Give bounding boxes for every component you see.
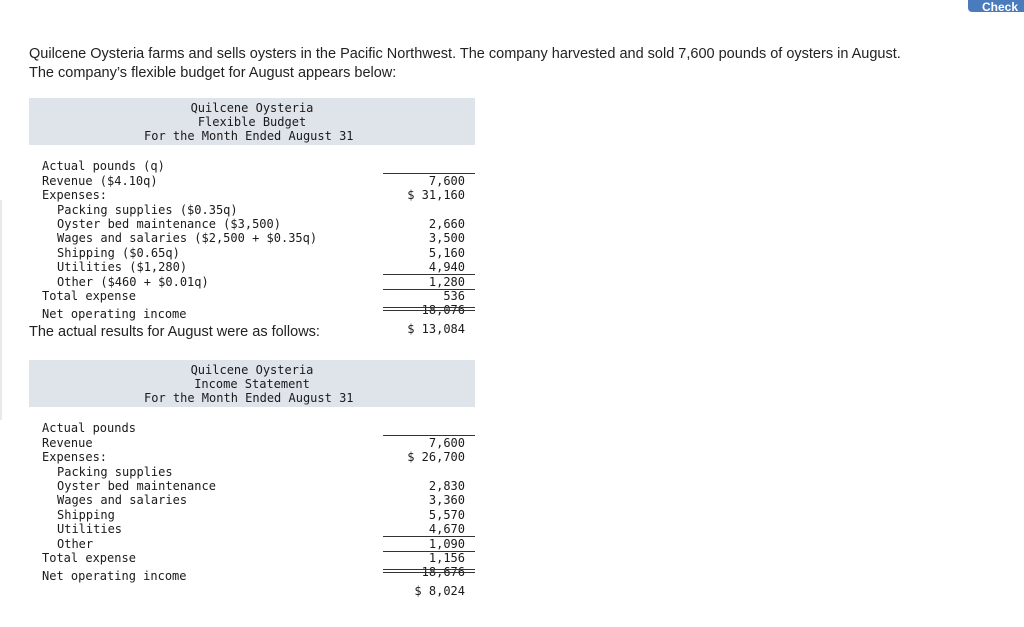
income-statement-header <box>29 360 475 407</box>
fb-actual-pounds-value: 7,600 <box>428 173 465 188</box>
fb-revenue-label: Revenue ($4.10q) <box>42 173 158 188</box>
is-expense-value: 2,830 <box>428 478 465 493</box>
fb-net-income-double-underline <box>383 307 475 311</box>
is-actual-pounds-label: Actual pounds <box>42 421 136 436</box>
income-statement-period: For the Month Ended August 31 <box>144 391 354 405</box>
fb-expense-value: 1,280 <box>428 274 465 289</box>
fb-expense-label: Utilities ($1,280) <box>57 260 188 275</box>
fb-revenue-value: $ 31,160 <box>407 188 465 203</box>
fb-expense-label: Packing supplies ($0.35q) <box>57 202 238 217</box>
is-expense-label: Other <box>57 536 94 551</box>
income-statement-company: Quilcene Oysteria <box>190 363 314 377</box>
fb-expense-label: Wages and salaries ($2,500 + $0.35q) <box>57 231 318 246</box>
fb-expense-label: Oyster bed maintenance ($3,500) <box>57 216 281 231</box>
is-expense-label: Oyster bed maintenance <box>57 478 216 493</box>
fb-expense-value: 5,160 <box>428 245 465 260</box>
income-statement-title: Income Statement <box>194 377 310 391</box>
is-expense-value: 4,670 <box>428 522 465 537</box>
is-expense-value: 1,156 <box>428 550 465 565</box>
is-expense-value: 1,090 <box>428 536 465 551</box>
problem-intro: Quilcene Oysteria farms and sells oysters in the Pacific Northwest. The company harvested and sold 7,600 pounds of oysters in August. The company’s flexible budget for August appears below: <box>29 46 901 81</box>
is-expense-label: Packing supplies <box>57 464 173 479</box>
is-expense-value: 3,360 <box>428 493 465 508</box>
is-actual-pounds-value: 7,600 <box>428 435 465 450</box>
left-edge-divider <box>0 200 2 420</box>
fb-net-income-label: Net operating income <box>42 307 187 322</box>
is-expense-value: 5,570 <box>428 507 465 522</box>
fb-expense-value: 536 <box>443 288 465 303</box>
fb-total-underline <box>383 289 475 290</box>
fb-expense-label: Shipping ($0.65q) <box>57 245 180 260</box>
is-expense-label: Wages and salaries <box>57 493 188 508</box>
income-statement <box>29 360 475 598</box>
flexible-budget-period: For the Month Ended August 31 <box>144 129 354 143</box>
fb-expenses-label: Expenses: <box>42 188 108 203</box>
is-total-expense-label: Total expense <box>42 550 136 565</box>
is-revenue-label: Revenue <box>42 435 93 450</box>
fb-expense-value: 3,500 <box>428 231 465 246</box>
is-total-expense-value: 18,676 <box>421 565 465 580</box>
flexible-budget-header <box>29 98 475 145</box>
is-expense-label: Shipping <box>57 507 115 522</box>
is-revenue-value: $ 26,700 <box>407 450 465 465</box>
fb-expense-label: Other ($460 + $0.01q) <box>57 274 209 289</box>
check-button[interactable]: Check <box>968 0 1024 12</box>
fb-expense-value: 2,660 <box>428 216 465 231</box>
fb-total-expense-label: Total expense <box>42 288 136 303</box>
flexible-budget-title: Flexible Budget <box>197 115 307 129</box>
fb-net-income-value: $ 13,084 <box>407 321 465 336</box>
is-net-income-double-underline <box>383 569 475 573</box>
flexible-budget-company: Quilcene Oysteria <box>190 101 314 115</box>
fb-actual-pounds-label: Actual pounds (q) <box>42 159 165 174</box>
is-total-underline <box>383 551 475 552</box>
is-net-income-label: Net operating income <box>42 569 187 584</box>
is-net-income-value: $ 8,024 <box>414 583 465 598</box>
fb-total-expense-value: 18,076 <box>421 303 465 318</box>
is-expense-label: Utilities <box>57 522 123 537</box>
actual-results-intro: The actual results for August were as follows: <box>29 324 320 340</box>
is-expenses-label: Expenses: <box>42 450 108 465</box>
fb-expense-value: 4,940 <box>428 260 465 275</box>
